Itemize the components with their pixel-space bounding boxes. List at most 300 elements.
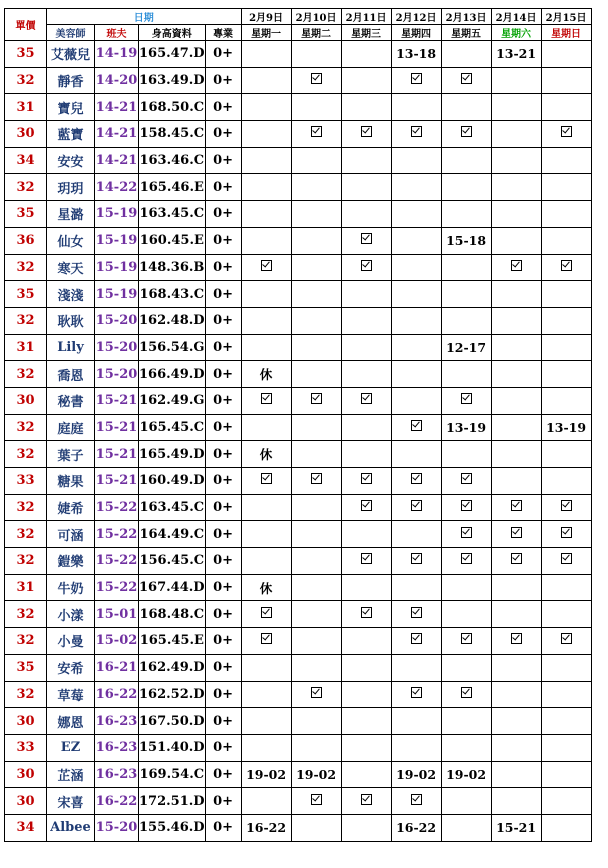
price-cell: 32 bbox=[5, 361, 47, 388]
checkbox-checked-icon bbox=[411, 126, 422, 137]
day-cell bbox=[341, 94, 391, 121]
date-header: 日期 bbox=[47, 9, 242, 25]
day-cell bbox=[291, 67, 341, 94]
shift-cell: 15-21 bbox=[95, 414, 139, 441]
checkbox-checked-icon bbox=[261, 393, 272, 404]
checkbox-checked-icon bbox=[461, 473, 472, 484]
day-cell bbox=[441, 708, 491, 735]
profile-cell: 165.45.C bbox=[139, 414, 206, 441]
checkbox-checked-icon bbox=[411, 687, 422, 698]
price-cell: 32 bbox=[5, 601, 47, 628]
day-cell bbox=[541, 201, 591, 228]
price-cell: 33 bbox=[5, 468, 47, 495]
day-cell bbox=[391, 628, 441, 655]
day-cell bbox=[291, 121, 341, 148]
day-cell bbox=[391, 441, 441, 468]
profile-cell: 168.50.C bbox=[139, 94, 206, 121]
checkbox-checked-icon bbox=[561, 553, 572, 564]
day-cell bbox=[441, 574, 491, 601]
day-cell bbox=[341, 334, 391, 361]
special-cell: 0+ bbox=[205, 788, 241, 815]
day-cell bbox=[241, 334, 291, 361]
beautician-name: 藍寶 bbox=[47, 121, 95, 148]
day-cell bbox=[541, 334, 591, 361]
special-cell: 0+ bbox=[205, 761, 241, 788]
beautician-name: 寶兒 bbox=[47, 94, 95, 121]
profile-cell: 151.40.D bbox=[139, 734, 206, 761]
day-cell bbox=[391, 574, 441, 601]
day-cell bbox=[491, 521, 541, 548]
day-date-header: 2月14日 bbox=[491, 9, 541, 25]
day-cell bbox=[291, 601, 341, 628]
day-cell bbox=[241, 94, 291, 121]
table-row bbox=[5, 334, 592, 361]
table-row bbox=[5, 414, 592, 441]
beautician-name: 草莓 bbox=[47, 681, 95, 708]
price-cell: 32 bbox=[5, 494, 47, 521]
checkbox-checked-icon bbox=[261, 607, 272, 618]
day-cell bbox=[241, 174, 291, 201]
beautician-name: 牛奶 bbox=[47, 574, 95, 601]
table-row bbox=[5, 548, 592, 575]
price-cell: 31 bbox=[5, 94, 47, 121]
price-cell: 35 bbox=[5, 201, 47, 228]
checkbox-checked-icon bbox=[461, 553, 472, 564]
price-cell: 30 bbox=[5, 708, 47, 735]
profile-cell: 165.49.D bbox=[139, 441, 206, 468]
day-cell bbox=[541, 281, 591, 308]
beautician-name: Lily bbox=[47, 334, 95, 361]
day-cell bbox=[391, 121, 441, 148]
beautician-name: 淺淺 bbox=[47, 281, 95, 308]
day-cell bbox=[341, 414, 391, 441]
day-cell bbox=[441, 387, 491, 414]
header-row-bottom bbox=[5, 25, 592, 41]
day-cell bbox=[391, 94, 441, 121]
day-cell bbox=[441, 281, 491, 308]
day-date-header: 2月10日 bbox=[291, 9, 341, 25]
shift-cell: 15-22 bbox=[95, 548, 139, 575]
beautician-name: 芷涵 bbox=[47, 761, 95, 788]
day-cell bbox=[241, 281, 291, 308]
table-row bbox=[5, 67, 592, 94]
beautician-name: 耿耿 bbox=[47, 307, 95, 334]
special-cell: 0+ bbox=[205, 574, 241, 601]
special-cell: 0+ bbox=[205, 708, 241, 735]
profile-cell: 156.45.C bbox=[139, 548, 206, 575]
day-cell bbox=[441, 788, 491, 815]
day-cell bbox=[341, 307, 391, 334]
profile-cell: 162.49.D bbox=[139, 654, 206, 681]
day-cell bbox=[391, 281, 441, 308]
table-row bbox=[5, 254, 592, 281]
day-cell bbox=[291, 147, 341, 174]
table-row bbox=[5, 147, 592, 174]
special-cell: 0+ bbox=[205, 468, 241, 495]
day-cell bbox=[241, 201, 291, 228]
checkbox-checked-icon bbox=[411, 73, 422, 84]
table-row bbox=[5, 307, 592, 334]
day-cell bbox=[541, 441, 591, 468]
day-cell bbox=[341, 628, 391, 655]
day-cell bbox=[391, 174, 441, 201]
day-cell bbox=[541, 361, 591, 388]
checkbox-checked-icon bbox=[311, 794, 322, 805]
special-cell: 0+ bbox=[205, 361, 241, 388]
shift-cell: 16-21 bbox=[95, 654, 139, 681]
day-cell bbox=[541, 681, 591, 708]
checkbox-checked-icon bbox=[461, 633, 472, 644]
day-cell bbox=[441, 521, 491, 548]
profile-cell: 155.46.D bbox=[139, 814, 206, 841]
profile-cell: 167.50.D bbox=[139, 708, 206, 735]
table-row bbox=[5, 734, 592, 761]
day-cell: 13-21 bbox=[491, 41, 541, 68]
day-cell: 19-02 bbox=[291, 761, 341, 788]
shift-cell: 16-23 bbox=[95, 708, 139, 735]
table-row bbox=[5, 708, 592, 735]
day-cell bbox=[341, 67, 391, 94]
special-cell: 0+ bbox=[205, 654, 241, 681]
day-cell bbox=[441, 441, 491, 468]
table-row bbox=[5, 201, 592, 228]
day-cell bbox=[541, 67, 591, 94]
day-cell bbox=[541, 574, 591, 601]
price-cell: 32 bbox=[5, 307, 47, 334]
day-cell: 13-19 bbox=[541, 414, 591, 441]
price-cell: 32 bbox=[5, 174, 47, 201]
day-cell: 13-19 bbox=[441, 414, 491, 441]
checkbox-checked-icon bbox=[511, 500, 522, 511]
day-cell bbox=[241, 681, 291, 708]
day-cell bbox=[491, 788, 541, 815]
day-cell bbox=[541, 761, 591, 788]
day-cell bbox=[291, 414, 341, 441]
day-cell bbox=[441, 548, 491, 575]
table-row bbox=[5, 521, 592, 548]
day-cell bbox=[391, 67, 441, 94]
beautician-name: EZ bbox=[47, 734, 95, 761]
day-cell bbox=[391, 468, 441, 495]
day-cell bbox=[341, 788, 391, 815]
day-cell: 15-21 bbox=[491, 814, 541, 841]
day-cell bbox=[241, 788, 291, 815]
profile-cell: 165.47.D bbox=[139, 41, 206, 68]
checkbox-checked-icon bbox=[411, 553, 422, 564]
beautician-name: 鎧樂 bbox=[47, 548, 95, 575]
profile-cell: 163.49.D bbox=[139, 67, 206, 94]
day-cell bbox=[291, 574, 341, 601]
shift-cell: 15-19 bbox=[95, 281, 139, 308]
shift-cell: 14-21 bbox=[95, 121, 139, 148]
day-cell bbox=[291, 628, 341, 655]
day-cell bbox=[241, 654, 291, 681]
checkbox-checked-icon bbox=[461, 687, 472, 698]
special-cell: 0+ bbox=[205, 734, 241, 761]
profile-cell: 169.54.C bbox=[139, 761, 206, 788]
beautician-name: 靜香 bbox=[47, 67, 95, 94]
checkbox-checked-icon bbox=[311, 73, 322, 84]
day-cell bbox=[491, 67, 541, 94]
table-row bbox=[5, 361, 592, 388]
day-cell bbox=[241, 147, 291, 174]
special-cell: 0+ bbox=[205, 628, 241, 655]
price-cell: 35 bbox=[5, 41, 47, 68]
day-cell: 16-22 bbox=[241, 814, 291, 841]
day-cell bbox=[541, 94, 591, 121]
day-cell bbox=[391, 147, 441, 174]
day-cell bbox=[541, 601, 591, 628]
day-cell bbox=[291, 94, 341, 121]
day-cell bbox=[441, 307, 491, 334]
profile-cell: 162.49.G bbox=[139, 387, 206, 414]
special-cell: 0+ bbox=[205, 441, 241, 468]
checkbox-checked-icon bbox=[261, 260, 272, 271]
checkbox-checked-icon bbox=[561, 260, 572, 271]
day-cell bbox=[291, 654, 341, 681]
shift-cell: 15-19 bbox=[95, 227, 139, 254]
day-cell bbox=[491, 494, 541, 521]
beautician-name: 喬恩 bbox=[47, 361, 95, 388]
price-cell: 35 bbox=[5, 281, 47, 308]
shift-cell: 15-19 bbox=[95, 201, 139, 228]
day-cell bbox=[491, 254, 541, 281]
shift-cell: 15-20 bbox=[95, 361, 139, 388]
checkbox-checked-icon bbox=[361, 607, 372, 618]
checkbox-checked-icon bbox=[511, 527, 522, 538]
checkbox-checked-icon bbox=[411, 633, 422, 644]
day-date-header: 2月15日 bbox=[541, 9, 591, 25]
day-cell bbox=[441, 628, 491, 655]
checkbox-checked-icon bbox=[261, 473, 272, 484]
price-cell: 36 bbox=[5, 227, 47, 254]
day-cell bbox=[241, 254, 291, 281]
profile-cell: 162.52.D bbox=[139, 681, 206, 708]
special-cell: 0+ bbox=[205, 387, 241, 414]
shift-cell: 15-20 bbox=[95, 307, 139, 334]
day-cell bbox=[341, 708, 391, 735]
shift-cell: 16-23 bbox=[95, 734, 139, 761]
profile-cell: 156.54.G bbox=[139, 334, 206, 361]
day-cell: 12-17 bbox=[441, 334, 491, 361]
special-cell: 0+ bbox=[205, 174, 241, 201]
special-cell: 0+ bbox=[205, 281, 241, 308]
day-cell bbox=[491, 468, 541, 495]
shift-cell: 16-23 bbox=[95, 761, 139, 788]
day-cell bbox=[291, 387, 341, 414]
day-cell bbox=[241, 227, 291, 254]
special-cell: 0+ bbox=[205, 494, 241, 521]
day-cell bbox=[341, 761, 391, 788]
day-cell bbox=[241, 67, 291, 94]
day-cell bbox=[341, 227, 391, 254]
day-cell bbox=[391, 521, 441, 548]
schedule-container bbox=[4, 8, 592, 842]
weekday-header-sunday: 星期日 bbox=[541, 25, 591, 41]
day-cell bbox=[341, 681, 391, 708]
day-cell bbox=[391, 734, 441, 761]
day-cell bbox=[291, 334, 341, 361]
profile-cell: 160.45.E bbox=[139, 227, 206, 254]
checkbox-checked-icon bbox=[511, 260, 522, 271]
special-cell: 0+ bbox=[205, 147, 241, 174]
beautician-name: 艾薇兒 bbox=[47, 41, 95, 68]
day-cell bbox=[441, 361, 491, 388]
day-cell bbox=[491, 548, 541, 575]
day-cell bbox=[241, 121, 291, 148]
day-cell bbox=[491, 201, 541, 228]
day-cell bbox=[241, 494, 291, 521]
day-cell bbox=[391, 708, 441, 735]
table-row bbox=[5, 494, 592, 521]
checkbox-checked-icon bbox=[311, 126, 322, 137]
day-cell bbox=[341, 814, 391, 841]
day-cell bbox=[291, 734, 341, 761]
day-cell bbox=[541, 734, 591, 761]
beautician-name: 寒天 bbox=[47, 254, 95, 281]
day-cell bbox=[291, 174, 341, 201]
special-cell: 0+ bbox=[205, 227, 241, 254]
day-cell bbox=[291, 521, 341, 548]
table-row bbox=[5, 468, 592, 495]
day-cell bbox=[391, 307, 441, 334]
beautician-name: 葉子 bbox=[47, 441, 95, 468]
price-cell: 31 bbox=[5, 574, 47, 601]
checkbox-checked-icon bbox=[361, 500, 372, 511]
price-cell: 32 bbox=[5, 681, 47, 708]
table-row bbox=[5, 174, 592, 201]
beautician-name: 可涵 bbox=[47, 521, 95, 548]
profile-header: 身高資料 bbox=[139, 25, 206, 41]
day-cell bbox=[541, 788, 591, 815]
day-cell bbox=[241, 387, 291, 414]
header-row-top bbox=[5, 9, 592, 25]
profile-cell: 166.49.D bbox=[139, 361, 206, 388]
beautician-name: 娜恩 bbox=[47, 708, 95, 735]
price-cell: 32 bbox=[5, 548, 47, 575]
day-cell bbox=[341, 734, 391, 761]
day-cell bbox=[241, 414, 291, 441]
schedule-body bbox=[5, 41, 592, 842]
shift-cell: 15-22 bbox=[95, 494, 139, 521]
special-cell: 0+ bbox=[205, 521, 241, 548]
day-cell bbox=[341, 41, 391, 68]
shift-cell: 14-19 bbox=[95, 41, 139, 68]
table-row bbox=[5, 628, 592, 655]
weekday-header: 星期二 bbox=[291, 25, 341, 41]
day-cell bbox=[391, 387, 441, 414]
shift-cell: 15-19 bbox=[95, 254, 139, 281]
shift-cell: 15-01 bbox=[95, 601, 139, 628]
price-header: 單價 bbox=[5, 9, 47, 41]
profile-cell: 167.44.D bbox=[139, 574, 206, 601]
price-cell: 32 bbox=[5, 521, 47, 548]
shift-cell: 15-22 bbox=[95, 521, 139, 548]
table-row bbox=[5, 41, 592, 68]
beautician-name: 宋喜 bbox=[47, 788, 95, 815]
profile-cell: 162.48.D bbox=[139, 307, 206, 334]
day-cell bbox=[491, 94, 541, 121]
profile-cell: 163.46.C bbox=[139, 147, 206, 174]
day-cell: 16-22 bbox=[391, 814, 441, 841]
price-cell: 30 bbox=[5, 788, 47, 815]
day-cell: 19-02 bbox=[441, 761, 491, 788]
day-cell bbox=[441, 67, 491, 94]
beautician-name: 安希 bbox=[47, 654, 95, 681]
shift-cell: 15-20 bbox=[95, 334, 139, 361]
day-cell bbox=[241, 601, 291, 628]
special-cell: 0+ bbox=[205, 254, 241, 281]
day-cell bbox=[491, 227, 541, 254]
beautician-header: 美容師 bbox=[47, 25, 95, 41]
day-cell bbox=[491, 334, 541, 361]
beautician-name: 小漾 bbox=[47, 601, 95, 628]
beautician-name: Albee bbox=[47, 814, 95, 841]
beautician-name: 安安 bbox=[47, 147, 95, 174]
price-cell: 32 bbox=[5, 441, 47, 468]
special-cell: 0+ bbox=[205, 41, 241, 68]
profile-cell: 172.51.D bbox=[139, 788, 206, 815]
shift-cell: 16-22 bbox=[95, 788, 139, 815]
day-cell bbox=[241, 307, 291, 334]
checkbox-checked-icon bbox=[411, 500, 422, 511]
day-cell bbox=[341, 281, 391, 308]
day-cell: 13-18 bbox=[391, 41, 441, 68]
table-row bbox=[5, 281, 592, 308]
weekday-header: 星期五 bbox=[441, 25, 491, 41]
checkbox-checked-icon bbox=[461, 393, 472, 404]
day-cell bbox=[441, 254, 491, 281]
price-cell: 34 bbox=[5, 147, 47, 174]
checkbox-checked-icon bbox=[361, 794, 372, 805]
day-cell bbox=[441, 468, 491, 495]
checkbox-checked-icon bbox=[511, 553, 522, 564]
day-cell bbox=[491, 574, 541, 601]
special-cell: 0+ bbox=[205, 681, 241, 708]
price-cell: 33 bbox=[5, 734, 47, 761]
checkbox-checked-icon bbox=[361, 260, 372, 271]
day-cell: 休 bbox=[241, 361, 291, 388]
day-cell bbox=[391, 254, 441, 281]
day-cell bbox=[341, 494, 391, 521]
checkbox-checked-icon bbox=[461, 527, 472, 538]
day-cell bbox=[541, 307, 591, 334]
beautician-name: 小曼 bbox=[47, 628, 95, 655]
day-cell bbox=[291, 814, 341, 841]
day-cell bbox=[341, 361, 391, 388]
checkbox-checked-icon bbox=[411, 607, 422, 618]
table-row bbox=[5, 654, 592, 681]
day-date-header: 2月11日 bbox=[341, 9, 391, 25]
day-cell bbox=[441, 681, 491, 708]
beautician-name: 庭庭 bbox=[47, 414, 95, 441]
checkbox-checked-icon bbox=[461, 73, 472, 84]
day-cell bbox=[541, 227, 591, 254]
special-cell: 0+ bbox=[205, 814, 241, 841]
day-cell bbox=[441, 494, 491, 521]
day-cell bbox=[291, 708, 341, 735]
day-cell bbox=[441, 734, 491, 761]
day-cell bbox=[491, 387, 541, 414]
day-cell bbox=[541, 654, 591, 681]
day-cell bbox=[291, 681, 341, 708]
price-cell: 35 bbox=[5, 654, 47, 681]
price-cell: 32 bbox=[5, 67, 47, 94]
checkbox-checked-icon bbox=[361, 126, 372, 137]
special-cell: 0+ bbox=[205, 601, 241, 628]
special-header: 專業 bbox=[205, 25, 241, 41]
table-row bbox=[5, 227, 592, 254]
